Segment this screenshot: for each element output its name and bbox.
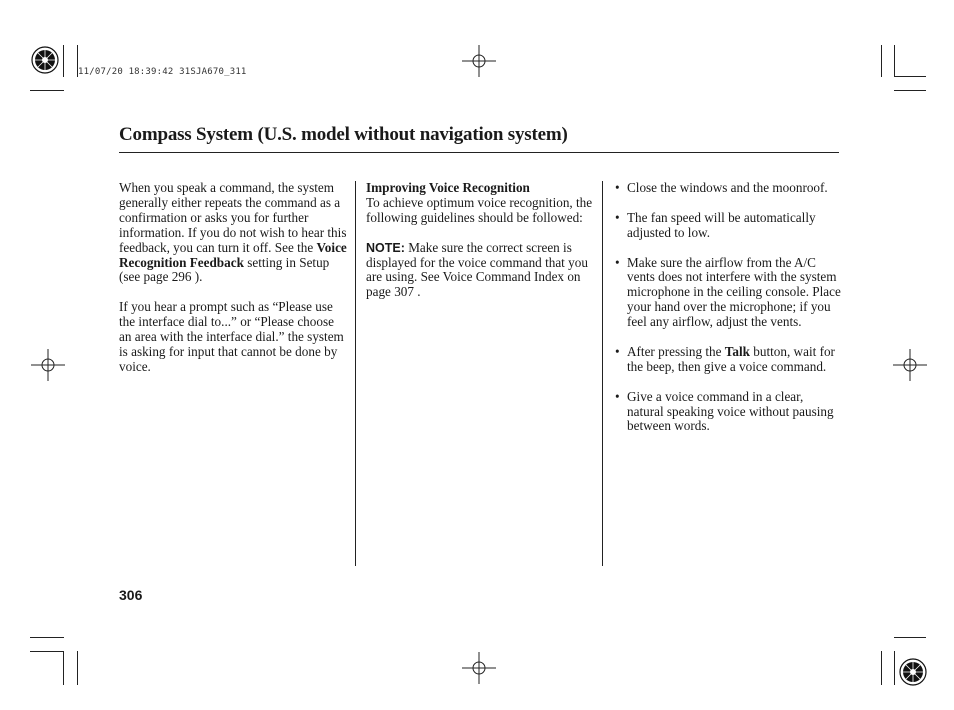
list-item: • Close the windows and the moonroof.: [615, 180, 828, 195]
crop-mark: [77, 651, 78, 685]
crop-mark: [30, 651, 64, 652]
list-item: • The fan speed will be automatically adjusted to low.: [615, 209, 816, 240]
note-paragraph: NOTE: Make sure the correct screen is displayed for the voice command that you are using. See Voice Command Index on page 307 .: [366, 239, 588, 300]
crosshair-icon: [31, 349, 65, 381]
list-item: • Give a voice command in a clear, natural speaking voice without pausing between words.: [615, 388, 834, 434]
list-item: • After pressing the Talk button, wait for the beep, then give a voice command.: [615, 343, 835, 374]
crop-mark: [894, 45, 895, 77]
note-label: NOTE:: [366, 240, 405, 255]
title-rule: [119, 152, 839, 153]
print-stamp: 11/07/20 18:39:42 31SJA670_311: [78, 67, 247, 77]
column-middle: [366, 181, 596, 315]
bullet-icon: •: [615, 254, 620, 270]
page-title: Compass System (U.S. model without navigation system): [119, 124, 568, 145]
crop-mark: [894, 76, 926, 77]
bullet-icon: •: [615, 209, 620, 225]
bullet-icon: •: [615, 343, 620, 359]
paragraph-prompt: If you hear a prompt such as “Please use the interface dial to...” or “Please choose an area with the interface dial.” the system is asking for input that cannot be done by voice.: [119, 299, 344, 374]
column-divider: [355, 181, 356, 566]
crop-mark: [63, 651, 64, 685]
crosshair-icon: [462, 652, 496, 684]
registration-target-icon: [30, 45, 60, 75]
crop-mark: [30, 637, 64, 638]
crop-mark: [881, 651, 882, 685]
crop-mark: [894, 637, 926, 638]
registration-target-icon: [898, 657, 928, 687]
paragraph-intro: To achieve optimum voice recognition, the following guidelines should be followed:: [366, 194, 593, 225]
section-heading: Improving Voice Recognition: [366, 180, 530, 195]
crop-mark: [894, 651, 895, 685]
column-divider: [602, 181, 603, 566]
column-right: [612, 181, 842, 449]
paragraph-feedback: When you speak a command, the system generally either repeats the command as a confirmation or asks you for further information. If you do not wish to hear this feedback, you can turn it off. See the Voice Recognition Feedback setting in Setup (see page 296 ).: [119, 180, 347, 285]
crop-mark: [63, 45, 64, 77]
button-name: Talk: [724, 343, 750, 359]
bullet-icon: •: [615, 180, 620, 195]
crosshair-icon: [462, 45, 496, 77]
crop-mark: [30, 90, 64, 91]
list-item: • Make sure the airflow from the A/C vents does not interfere with the system microphone in the ceiling console. Place your hand over the microphone; if you feel any airflow, adjust the vents.: [615, 254, 841, 330]
crop-mark: [881, 45, 882, 77]
setting-name: Voice Recognition Feedback: [119, 239, 347, 270]
column-left: [119, 181, 349, 390]
bullet-icon: •: [615, 388, 620, 404]
page-number: 306: [119, 587, 143, 603]
crosshair-icon: [893, 349, 927, 381]
crop-mark: [894, 90, 926, 91]
